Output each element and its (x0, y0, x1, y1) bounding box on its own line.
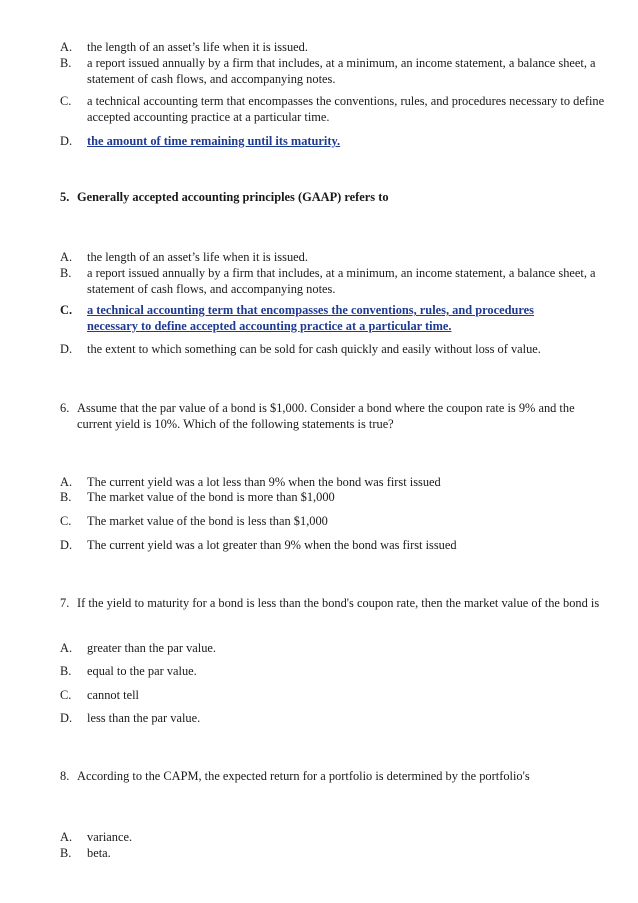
option-text-highlighted: the amount of time remaining until its maturity. (87, 134, 341, 148)
q6-option-b (60, 489, 605, 505)
option-letter: B. (60, 266, 72, 280)
option-text: equal to the par value. (87, 664, 197, 678)
prev-option-c (60, 93, 605, 125)
option-letter: A. (60, 40, 73, 54)
question-8 (60, 768, 605, 784)
option-letter: B. (60, 846, 72, 860)
option-letter: A. (60, 475, 73, 489)
option-letter: C. (60, 688, 72, 702)
q6-option-d (60, 537, 605, 553)
option-letter: B. (60, 664, 72, 678)
question-6 (60, 400, 605, 432)
option-text: beta. (87, 846, 111, 860)
option-text: greater than the par value. (87, 641, 217, 655)
option-text: The market value of the bond is more than $1,000 (87, 490, 335, 504)
question-7 (60, 595, 605, 611)
option-text: The current yield was a lot less than 9% when the bond was first issued (87, 475, 441, 489)
option-text-highlighted: a technical accounting term that encompasses the conventions, rules, and procedures necessary to define accepted accounting practice at a particular time. (87, 303, 534, 333)
option-text: cannot tell (87, 688, 139, 702)
option-letter: A. (60, 641, 73, 655)
option-text: a report issued annually by a firm that includes, at a minimum, an income statement, a balance sheet, a statement of cash flows, and accompanying notes. (87, 266, 596, 296)
q5-option-c-answer (60, 302, 605, 334)
q6-option-c (60, 513, 605, 529)
option-letter: C. (60, 514, 72, 528)
q5-option-b (60, 265, 605, 297)
question-5 (60, 189, 605, 205)
q6-option-a (60, 474, 605, 490)
option-text: a technical accounting term that encompasses the conventions, rules, and procedures necessary to define accepted accounting practice at a particular time. (87, 94, 605, 124)
option-letter: B. (60, 490, 72, 504)
q8-option-a (60, 829, 605, 845)
option-text: less than the par value. (87, 711, 201, 725)
option-text: The current yield was a lot greater than 9% when the bond was first issued (87, 538, 457, 552)
question-number: 8. (60, 769, 70, 783)
q7-option-d (60, 710, 605, 726)
option-letter: D. (60, 538, 73, 552)
question-number: 7. (60, 596, 70, 610)
prev-option-d-answer (60, 133, 605, 149)
option-text: the length of an asset’s life when it is issued. (87, 250, 308, 264)
question-text: If the yield to maturity for a bond is less than the bond's coupon rate, then the market value of the bond is (77, 596, 600, 610)
q7-option-b (60, 663, 605, 679)
q5-option-a (60, 249, 605, 265)
option-letter: A. (60, 250, 73, 264)
q8-option-b (60, 845, 605, 861)
prev-option-b (60, 55, 605, 87)
option-text: the length of an asset’s life when it is issued. (87, 40, 308, 54)
option-letter: A. (60, 830, 73, 844)
option-text: the extent to which something can be sold for cash quickly and easily without loss of value. (87, 342, 541, 356)
option-text: variance. (87, 830, 133, 844)
option-letter: D. (60, 134, 73, 148)
question-text: Generally accepted accounting principles (GAAP) refers to (77, 190, 389, 204)
option-letter: D. (60, 711, 73, 725)
prev-option-a (60, 39, 605, 55)
question-text: According to the CAPM, the expected return for a portfolio is determined by the portfolio's (77, 769, 530, 783)
option-text: a report issued annually by a firm that includes, at a minimum, an income statement, a balance sheet, a statement of cash flows, and accompanying notes. (87, 56, 596, 86)
question-number: 5. (60, 190, 70, 204)
q7-option-a (60, 640, 605, 656)
question-text: Assume that the par value of a bond is $1,000. Consider a bond where the coupon rate is 9% and the current yield is 10%. Which of the following statements is true? (77, 401, 575, 431)
option-letter: C. (60, 94, 72, 108)
option-text: The market value of the bond is less than $1,000 (87, 514, 328, 528)
option-letter: B. (60, 56, 72, 70)
q5-option-d (60, 341, 605, 357)
option-letter: D. (60, 342, 73, 356)
question-number: 6. (60, 401, 70, 415)
option-letter: C. (60, 303, 73, 317)
q7-option-c (60, 687, 605, 703)
